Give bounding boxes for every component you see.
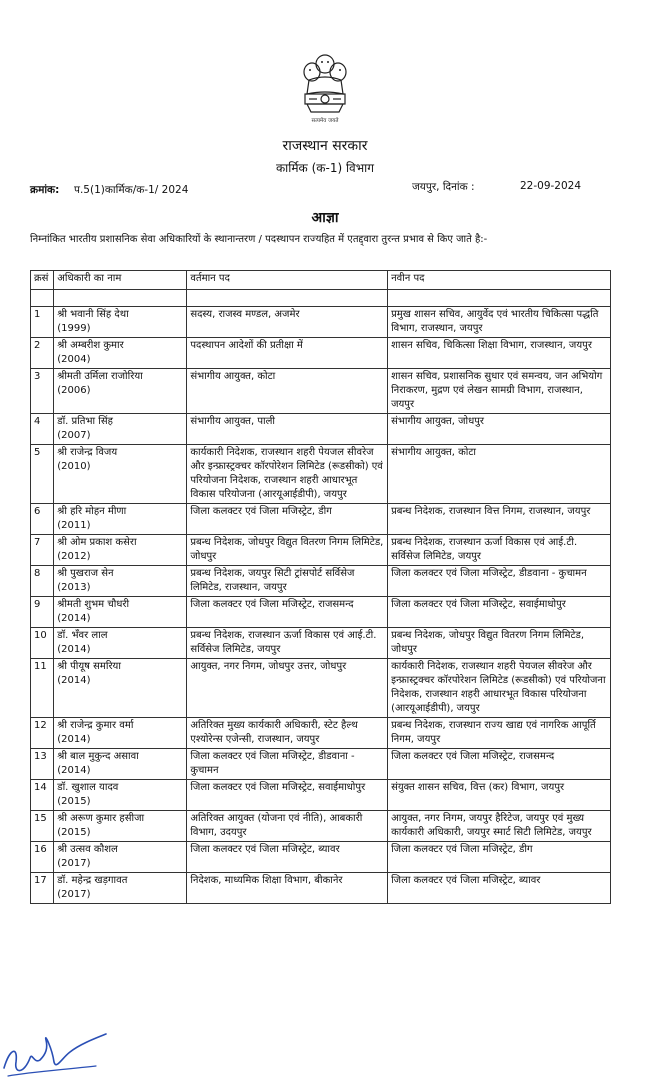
order-date: 22-09-2024 [520, 180, 582, 192]
new-post-cell: प्रबन्ध निदेशक, जोधपुर विद्युत वितरण निगम लिमिटेड, जोधपुर [388, 628, 611, 659]
officer-name: श्री पीयूष समरिया [57, 661, 121, 672]
officer-cell [54, 659, 187, 718]
serial-cell: 9 [31, 597, 54, 628]
current-post-cell: संभागीय आयुक्त, पाली [187, 414, 388, 445]
officer-cell [54, 842, 187, 873]
header-officer-name: अधिकारी का नाम [54, 271, 187, 290]
table-header-row [31, 271, 611, 290]
batch-year: (2014) [57, 765, 91, 776]
header-current-post: वर्तमान पद [187, 271, 388, 290]
department-name: कार्मिक (क-1) विभाग [275, 161, 375, 175]
spacer-cell [187, 290, 388, 307]
officer-cell [54, 307, 187, 338]
serial-cell: 14 [31, 780, 54, 811]
serial-cell: 12 [31, 718, 54, 749]
officer-name: श्री ओम प्रकाश कसेरा [57, 537, 137, 548]
new-post-cell: प्रमुख शासन सचिव, आयुर्वेद एवं भारतीय चिकित्सा पद्धति विभाग, राजस्थान, जयपुर [388, 307, 611, 338]
batch-year: (2011) [57, 520, 91, 531]
officer-name: श्री हरि मोहन मीणा [57, 506, 127, 517]
current-post-cell: निदेशक, माध्यमिक शिक्षा विभाग, बीकानेर [187, 873, 388, 904]
table-row [31, 445, 611, 504]
place-date-label: जयपुर, दिनांक : [412, 181, 475, 193]
batch-year: (2017) [57, 889, 91, 900]
officer-cell [54, 718, 187, 749]
serial-cell: 1 [31, 307, 54, 338]
table-row [31, 842, 611, 873]
officer-cell [54, 811, 187, 842]
officer-cell [54, 445, 187, 504]
officer-name: श्रीमती शुभम चौधरी [57, 599, 130, 610]
new-post-cell: प्रबन्ध निदेशक, राजस्थान वित्त निगम, राजस्थान, जयपुर [388, 504, 611, 535]
spacer-cell [388, 290, 611, 307]
current-post-cell: प्रबन्ध निदेशक, जोधपुर विद्युत वितरण निगम लिमिटेड, जोधपुर [187, 535, 388, 566]
new-post-cell: प्रबन्ध निदेशक, राजस्थान ऊर्जा विकास एवं आई.टी. सर्विसेज लिमिटेड, जयपुर [388, 535, 611, 566]
table-row [31, 659, 611, 718]
batch-year: (2014) [57, 734, 91, 745]
serial-cell: 16 [31, 842, 54, 873]
table-row [31, 873, 611, 904]
batch-year: (2014) [57, 675, 91, 686]
new-post-cell: शासन सचिव, चिकित्सा शिक्षा विभाग, राजस्थान, जयपुर [388, 338, 611, 369]
table-row [31, 718, 611, 749]
batch-year: (1999) [57, 323, 91, 334]
officer-name: श्री राजेन्द्र कुमार वर्मा [57, 720, 134, 731]
officer-cell [54, 535, 187, 566]
officer-name: श्री बाल मुकुन्द असावा [57, 751, 139, 762]
current-post-cell: सदस्य, राजस्व मण्डल, अजमेर [187, 307, 388, 338]
current-post-cell: पदस्थापन आदेशों की प्रतीक्षा में [187, 338, 388, 369]
officer-cell [54, 749, 187, 780]
officer-name: डॉ. प्रतिभा सिंह [57, 416, 113, 427]
current-post-cell: प्रबन्ध निदेशक, राजस्थान ऊर्जा विकास एवं आई.टी. सर्विसेज लिमिटेड, जयपुर [187, 628, 388, 659]
table-row [31, 535, 611, 566]
new-post-cell: शासन सचिव, प्रशासनिक सुधार एवं समन्वय, जन अभियोग निराकरण, मुद्रण एवं लेखन सामग्री विभाग, राजस्थान, जयपुर [388, 369, 611, 414]
new-post-cell: कार्यकारी निदेशक, राजस्थान शहरी पेयजल सीवरेज और इन्फ्रास्ट्रक्चर कॉरपोरेशन लिमिटेड (रूडसीको) एवं परियोजना निदेशक, राजस्थान शहरी आधारभूत विकास परियोजना (आरयूआईडीपी), जयपुर [388, 659, 611, 718]
batch-year: (2015) [57, 827, 91, 838]
batch-year: (2004) [57, 354, 91, 365]
officer-name: श्री उत्सव कौशल [57, 844, 118, 855]
new-post-cell: संभागीय आयुक्त, कोटा [388, 445, 611, 504]
officer-name: श्रीमती उर्मिला राजोरिया [57, 371, 143, 382]
serial-cell: 6 [31, 504, 54, 535]
batch-year: (2014) [57, 644, 91, 655]
current-post-cell: जिला कलक्टर एवं जिला मजिस्ट्रेट, ब्यावर [187, 842, 388, 873]
emblem-motto: सत्यमेव जयते [311, 118, 339, 124]
batch-year: (2006) [57, 385, 91, 396]
officer-name: डॉ. खुशाल यादव [57, 782, 119, 793]
table-row [31, 369, 611, 414]
new-post-cell: जिला कलक्टर एवं जिला मजिस्ट्रेट, सवाईमाधोपुर [388, 597, 611, 628]
officer-name: डॉ. महेन्द्र खड़गावत [57, 875, 128, 886]
current-post-cell: आयुक्त, नगर निगम, जोधपुर उत्तर, जोधपुर [187, 659, 388, 718]
officer-cell [54, 597, 187, 628]
new-post-cell: जिला कलक्टर एवं जिला मजिस्ट्रेट, ब्यावर [388, 873, 611, 904]
order-title: आज्ञा [311, 210, 339, 226]
serial-cell: 8 [31, 566, 54, 597]
reference-label: क्रमांक: [30, 184, 60, 196]
officer-cell [54, 369, 187, 414]
batch-year: (2015) [57, 796, 91, 807]
batch-year: (2017) [57, 858, 91, 869]
current-post-cell: जिला कलक्टर एवं जिला मजिस्ट्रेट, डीडवाना - कुचामन [187, 749, 388, 780]
spacer-cell [54, 290, 187, 307]
officer-name: श्री राजेन्द्र विजय [57, 447, 118, 458]
serial-cell: 15 [31, 811, 54, 842]
new-post-cell: संभागीय आयुक्त, जोधपुर [388, 414, 611, 445]
officer-cell [54, 504, 187, 535]
officer-name: श्री भवानी सिंह देथा [57, 309, 129, 320]
officer-cell [54, 338, 187, 369]
spacer-cell [31, 290, 54, 307]
officer-name: श्री अम्बरीश कुमार [57, 340, 124, 351]
current-post-cell: जिला कलक्टर एवं जिला मजिस्ट्रेट, सवाईमाधोपुर [187, 780, 388, 811]
new-post-cell: जिला कलक्टर एवं जिला मजिस्ट्रेट, राजसमन्द [388, 749, 611, 780]
serial-cell: 13 [31, 749, 54, 780]
current-post-cell: अतिरिक्त मुख्य कार्यकारी अधिकारी, स्टेट हैल्थ एश्योरेन्स एजेन्सी, राजस्थान, जयपुर [187, 718, 388, 749]
signature-icon [0, 1018, 110, 1084]
serial-cell: 3 [31, 369, 54, 414]
table-row [31, 749, 611, 780]
new-post-cell: जिला कलक्टर एवं जिला मजिस्ट्रेट, डीग [388, 842, 611, 873]
current-post-cell: अतिरिक्त आयुक्त (योजना एवं नीति), आबकारी विभाग, उदयपुर [187, 811, 388, 842]
current-post-cell: संभागीय आयुक्त, कोटा [187, 369, 388, 414]
new-post-cell: जिला कलक्टर एवं जिला मजिस्ट्रेट, डीडवाना - कुचामन [388, 566, 611, 597]
new-post-cell: प्रबन्ध निदेशक, राजस्थान राज्य खाद्य एवं नागरिक आपूर्ति निगम, जयपुर [388, 718, 611, 749]
new-post-cell: संयुक्त शासन सचिव, वित्त (कर) विभाग, जयपुर [388, 780, 611, 811]
table-row [31, 597, 611, 628]
serial-cell: 7 [31, 535, 54, 566]
reference-number: प.5(1)कार्मिक/क-1/ 2024 [74, 184, 189, 196]
government-name: राजस्थान सरकार [282, 138, 368, 154]
serial-cell: 11 [31, 659, 54, 718]
table-row [31, 628, 611, 659]
header-new-post: नवीन पद [388, 271, 611, 290]
batch-year: (2007) [57, 430, 91, 441]
order-intro: निम्नांकित भारतीय प्रशासनिक सेवा अधिकारियों के स्थानान्तरण / पदस्थापन राज्यहित में एतद्द्वारा तुरन्त प्रभाव से किए जाते है:- [30, 234, 488, 245]
officer-cell [54, 566, 187, 597]
table-row [31, 307, 611, 338]
batch-year: (2010) [57, 461, 91, 472]
batch-year: (2013) [57, 582, 91, 593]
table-row [31, 566, 611, 597]
serial-cell: 4 [31, 414, 54, 445]
new-post-cell: आयुक्त, नगर निगम, जयपुर हैरिटेज, जयपुर एवं मुख्य कार्यकारी अधिकारी, जयपुर स्मार्ट सिटी लिमिटेड, जयपुर [388, 811, 611, 842]
serial-cell: 17 [31, 873, 54, 904]
table-row [31, 414, 611, 445]
serial-cell: 5 [31, 445, 54, 504]
batch-year: (2014) [57, 613, 91, 624]
officer-cell [54, 628, 187, 659]
table-row [31, 504, 611, 535]
table-row [31, 338, 611, 369]
batch-year: (2012) [57, 551, 91, 562]
officer-cell [54, 780, 187, 811]
current-post-cell: कार्यकारी निदेशक, राजस्थान शहरी पेयजल सीवरेज और इन्फ्रास्ट्रक्चर कॉरपोरेशन लिमिटेड (रूडसीको) एवं परियोजना निदेशक, राजस्थान शहरी आधारभूत विकास परियोजना (आरयूआईडीपी), जयपुर [187, 445, 388, 504]
transfer-table [30, 270, 611, 904]
serial-cell: 10 [31, 628, 54, 659]
officer-name: श्री पुखराज सेन [57, 568, 114, 579]
officer-cell [54, 414, 187, 445]
current-post-cell: प्रबन्ध निदेशक, जयपुर सिटी ट्रांसपोर्ट सर्विसेज लिमिटेड, राजस्थान, जयपुर [187, 566, 388, 597]
current-post-cell: जिला कलक्टर एवं जिला मजिस्ट्रेट, राजसमन्द [187, 597, 388, 628]
table-row [31, 780, 611, 811]
serial-cell: 2 [31, 338, 54, 369]
officer-name: श्री अरूण कुमार हसीजा [57, 813, 145, 824]
header-serial: क्रसं [31, 271, 54, 290]
current-post-cell: जिला कलक्टर एवं जिला मजिस्ट्रेट, डीग [187, 504, 388, 535]
officer-name: डॉ. भँवर लाल [57, 630, 108, 641]
table-spacer-row [31, 290, 611, 307]
table-row [31, 811, 611, 842]
officer-cell [54, 873, 187, 904]
